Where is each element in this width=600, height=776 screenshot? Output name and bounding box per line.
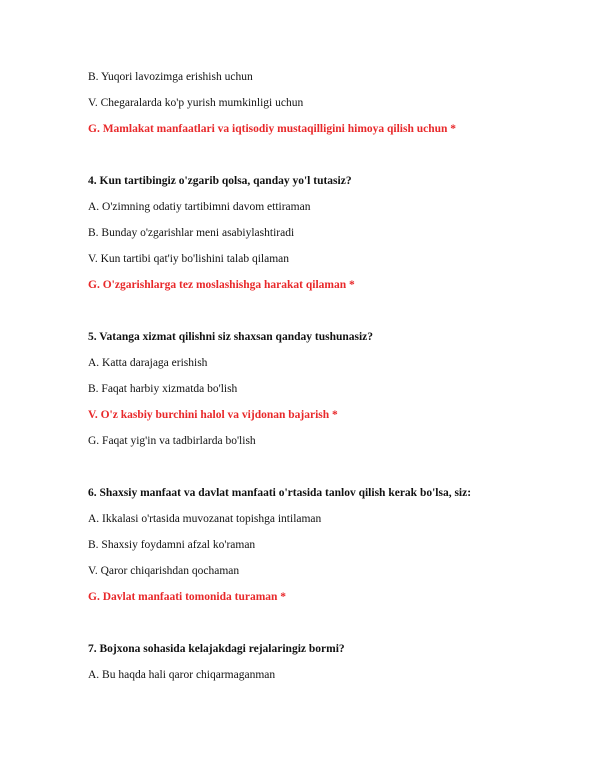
question-5: 5. Vatanga xizmat qilishni siz shaxsan qanday tushunasiz? (88, 331, 374, 343)
question-4: 4. Kun tartibingiz o'zgarib qolsa, qanday yo'l tutasiz? (88, 175, 352, 187)
answer-option-q6-v: V. Qaror chiqarishdan qochaman (88, 565, 240, 577)
answer-option-q3-b: B. Yuqori lavozimga erishish uchun (88, 71, 253, 83)
correct-answer-q6-g: G. Davlat manfaati tomonida turaman * (88, 591, 287, 603)
answer-option-q6-b: B. Shaxsiy foydamni afzal ko'raman (88, 539, 256, 551)
answer-option-q4-a: A. O'zimning odatiy tartibimni davom ettiraman (88, 201, 311, 213)
answer-option-q5-a: A. Katta darajaga erishish (88, 357, 208, 369)
answer-option-q4-v: V. Kun tartibi qat'iy bo'lishini talab qilaman (88, 253, 290, 265)
question-6: 6. Shaxsiy manfaat va davlat manfaati o'rtasida tanlov qilish kerak bo'lsa, siz: (88, 487, 472, 499)
answer-option-q5-b: B. Faqat harbiy xizmatda bo'lish (88, 383, 238, 395)
correct-answer-q5-v: V. O'z kasbiy burchini halol va vijdonan bajarish * (88, 409, 338, 421)
answer-option-q7-a: A. Bu haqda hali qaror chiqarmaganman (88, 669, 276, 681)
question-7: 7. Bojxona sohasida kelajakdagi rejalaringiz bormi? (88, 643, 345, 655)
answer-option-q4-b: B. Bunday o'zgarishlar meni asabiylashtiradi (88, 227, 295, 239)
correct-answer-q3-g: G. Mamlakat manfaatlari va iqtisodiy mustaqilligini himoya qilish uchun * (88, 123, 457, 135)
answer-option-q3-v: V. Chegaralarda ko'p yurish mumkinligi uchun (88, 97, 304, 109)
answer-option-q5-g: G. Faqat yig'in va tadbirlarda bo'lish (88, 435, 256, 447)
answer-option-q6-a: A. Ikkalasi o'rtasida muvozanat topishga intilaman (88, 513, 322, 525)
correct-answer-q4-g: G. O'zgarishlarga tez moslashishga harakat qilaman * (88, 279, 355, 291)
